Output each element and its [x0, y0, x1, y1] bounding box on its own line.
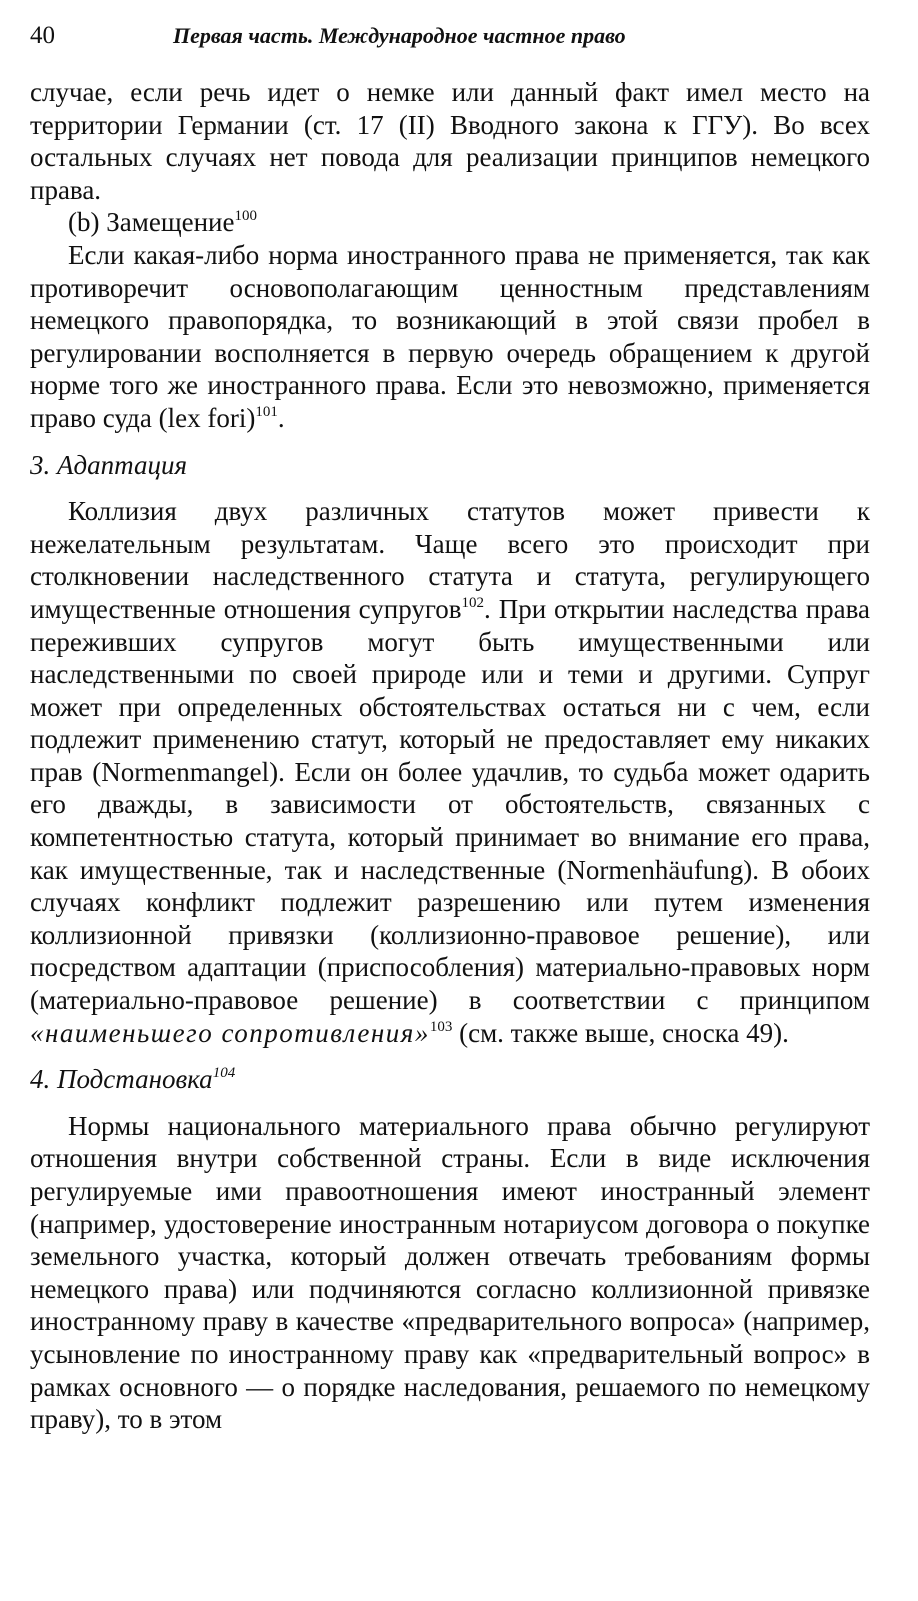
paragraph-continuation: случае, если речь идет о немке или данный факт имел место на территории Германии (ст. 17 (II) Вводного закона к ГГУ). Во всех остальных случаях нет повода для реализации принципов немецкого права. [30, 77, 870, 205]
paragraph-substitution [30, 239, 870, 435]
emphasis-text: «наименьшего сопротивления» [30, 1017, 430, 1048]
paragraph-adaptation [30, 495, 870, 1049]
section-heading-adaptation: 3. Адаптация [30, 449, 188, 480]
footnote-ref: 102 [461, 594, 485, 611]
body-text [30, 76, 870, 1436]
paragraph-text: Если какая-либо норма иностранного права не применяется, так как противоречит основополагающим ценностным представлениям немецкого правопорядка, то возникающий в этой связи пробел в регулировании восполняется в первую очередь обращением к другой норме того же иностранного права. Если это невозможно, применяется право суда (lex fori) [30, 239, 870, 433]
paragraph-text: . [277, 402, 285, 433]
paragraph-text: . При открытии наследства права переживших супругов могут быть имущественными или наследственными по своей природе или и теми и другими. Супруг может при определенных обстоятельствах остаться ни с чем, если подлежит применению статут, который не предоставляет ему никаких прав (Normenmangel). Если он более удачлив, то судьба может одарить его дважды, в зависимости от обстоятельств, связанных с компетентностью статута, который принимает во внимание его права, как имущественные, так и наследственные (Normenhäufung). В обоих случаях конфликт подлежит разрешению или путем изменения коллизионной привязки (коллизионно-правовое решение), или посредством адаптации (приспособления) материально-правовых норм (материально-правовое решение) в соответствии с принципом [30, 593, 871, 1016]
running-title: Первая часть. Международное частное право [173, 23, 626, 48]
footnote-ref: 103 [429, 1018, 453, 1035]
subheading-substitution [30, 206, 870, 239]
running-head [30, 14, 870, 58]
book-page [30, 14, 870, 1436]
section-heading-substitution [30, 1063, 870, 1096]
paragraph-substitution-norms: Нормы национального материального права обычно регулируют отношения внутри собственной страны. Если в виде исключения регулируемые ими правоотношения имеют иностранный элемент (например, удостоверение иностранным нотариусом договора о покупке земельного участка, который должен отвечать требованиям формы немецкого права) или подчиняются согласно коллизионной привязке иностранному праву в качестве «предварительного вопроса» (например, усыновление по иностранному праву как «предварительный вопрос» в рамках основного — о порядке наследования, решаемого по немецкому праву), то в этом [30, 1110, 870, 1435]
footnote-ref: 104 [212, 1065, 236, 1082]
paragraph-text: Коллизия двух различных статутов может привести к нежелательным результатам. Чаще всего это происходит при столкновении наследственного статута и статута, регулирующего имущественные отношения супругов [30, 496, 870, 624]
footnote-ref: 100 [234, 208, 257, 225]
heading-text: 4. Подстановка [30, 1064, 213, 1095]
paragraph-text: (см. также выше, сноска 49). [452, 1017, 789, 1048]
page-number: 40 [30, 22, 55, 49]
subheading-text: (b) Замещение [68, 207, 235, 238]
footnote-ref: 101 [255, 403, 278, 420]
